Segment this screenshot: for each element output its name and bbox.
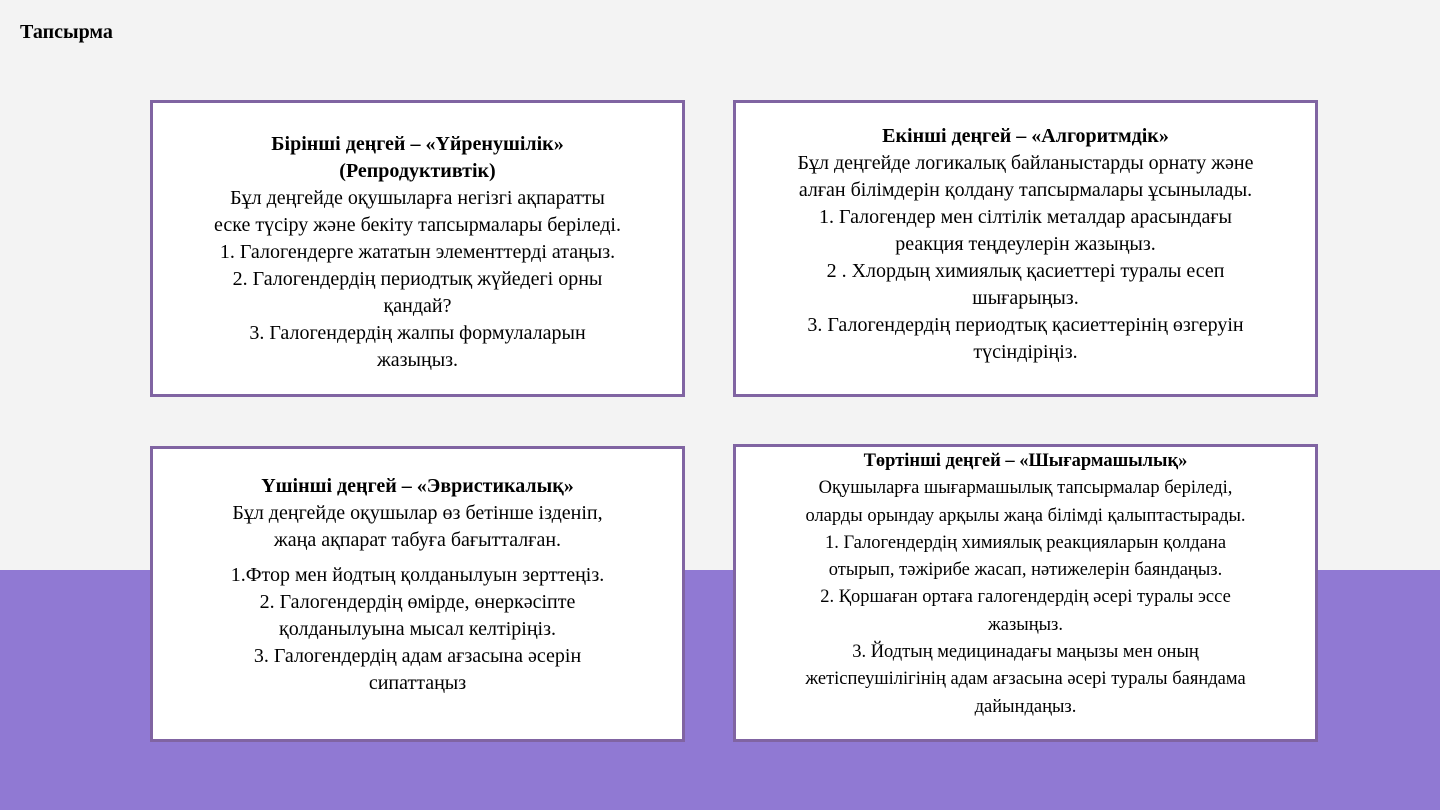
level-1-heading: Бірінші деңгей – «Үйренушілік» (271, 133, 564, 155)
level-4-line: 1. Галогендердің химиялық реакцияларын қолдана (824, 532, 1227, 553)
level-3-intro: жаңа ақпарат табуға бағытталған. (273, 529, 562, 551)
level-4-line: 2. Қоршаған ортаға галогендердің әсері туралы эссе (820, 587, 1231, 608)
level-1-line: 3. Галогендердің жалпы формулаларын (249, 322, 586, 344)
slide-title: Тапсырма (20, 21, 113, 43)
spacer (161, 554, 674, 562)
level-1-line: қандай? (383, 295, 452, 317)
level-3-line: сипаттаңыз (368, 672, 467, 694)
level-4-line: дайындаңыз. (974, 696, 1077, 717)
level-2-line: түсіндіріңіз. (973, 341, 1078, 363)
level-2-line: 2 . Хлордың химиялық қасиеттері туралы есеп (826, 260, 1225, 282)
level-2-line: реакция теңдеулерін жазыңыз. (895, 233, 1156, 255)
level-2-line: алған білімдерін қолдану тапсырмалары ұсынылады. (798, 179, 1253, 201)
level-1-card (150, 100, 685, 397)
level-2-line: 1. Галогендер мен сілтілік металдар арасындағы (819, 206, 1232, 228)
level-2-line: Бұл деңгейде логикалық байланыстарды орнату және (797, 152, 1254, 174)
level-3-line: 2. Галогендердің өмірде, өнеркәсіпте (259, 591, 576, 613)
level-2-heading: Екінші деңгей – «Алгоритмдік» (882, 125, 1169, 147)
level-1-line: 1. Галогендерге жататын элементтерді атаңыз. (219, 241, 616, 263)
level-4-line: Оқушыларға шығармашылық тапсырмалар беріледі, (818, 478, 1233, 499)
level-2-card (733, 100, 1318, 397)
level-4-line: оларды орындау арқылы жаңа білімді қалыптастырады. (805, 505, 1246, 526)
level-1-line: 2. Галогендердің периодтық жүйедегі орны (232, 268, 603, 290)
level-1-line: Бұл деңгейде оқушыларға негізгі ақпаратты (230, 187, 605, 209)
level-4-heading: Төртінші деңгей – «Шығармашылық» (863, 451, 1188, 471)
level-3-line: 1.Фтор мен йодтың қолданылуын зерттеңіз. (230, 564, 605, 586)
level-3-line: 3. Галогендердің адам ағзасына әсерін (253, 645, 582, 667)
level-1-heading-sub: (Репродуктивтік) (339, 160, 496, 182)
level-3-heading: Үшінші деңгей – «Эвристикалық» (261, 475, 574, 497)
level-2-line: шығарыңыз. (972, 287, 1079, 309)
level-1-line: еске түсіру және бекіту тапсырмалары беріледі. (214, 214, 621, 236)
level-1-line: жазыңыз. (376, 349, 459, 371)
level-4-card (733, 444, 1318, 742)
level-4-line: жазыңыз. (988, 614, 1063, 635)
level-4-line: отырып, тәжірибе жасап, нәтижелерін баяндаңыз. (828, 560, 1223, 581)
level-4-line: жетіспеушілігінің адам ағзасына әсері туралы баяндама (805, 669, 1246, 690)
level-3-intro: Бұл деңгейде оқушылар өз бетінше ізденіп, (232, 502, 603, 524)
level-3-card (150, 446, 685, 742)
level-3-line: қолданылуына мысал келтіріңіз. (279, 618, 556, 640)
level-4-line: 3. Йодтың медицинадағы маңызы мен оның (852, 642, 1199, 663)
level-2-line: 3. Галогендердің периодтық қасиеттерінің өзгеруін (807, 314, 1244, 336)
